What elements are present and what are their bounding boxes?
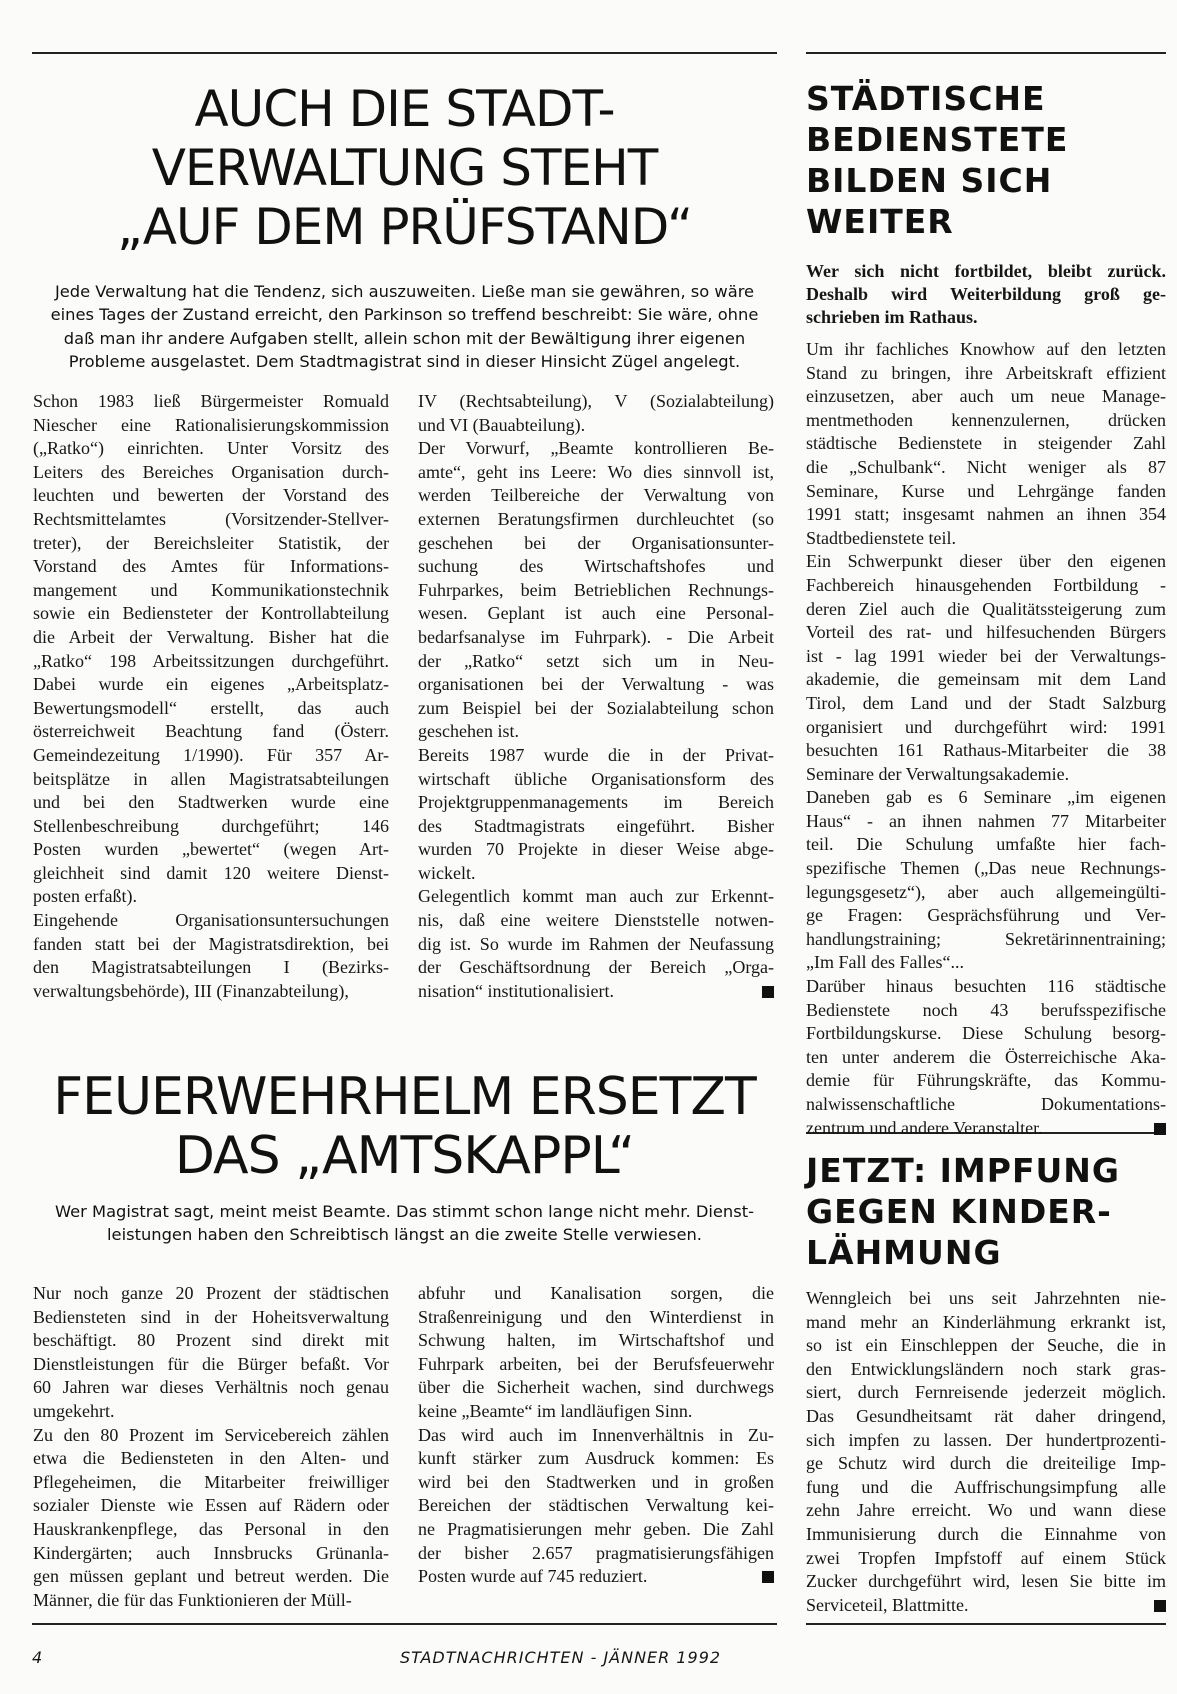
text-line: die „Schulbank“. Nicht weniger als 87	[806, 456, 1166, 477]
text-line: externen Beratungsfirmen durchleuchtet (so	[418, 508, 774, 529]
text-line: leuchten und bewerten der Vorstand des	[33, 485, 389, 506]
text-line: mangement und Kommunikationstechnik	[33, 579, 389, 600]
article2-headline	[32, 1068, 777, 1186]
text-line: dig ist. So wurde im Rahmen der Neufassung	[418, 933, 774, 954]
article1-lead	[32, 280, 777, 373]
lead-line: schrieben im Rathaus.	[806, 307, 978, 327]
text-line: Stellenbeschreibung durchgeführt; 146	[33, 815, 389, 836]
headline-line: FEUERWEHRHELM ERSETZT	[53, 1067, 756, 1127]
text-line: organisationen bei der Verwaltung - was	[418, 674, 774, 695]
top-rule-right	[806, 52, 1166, 54]
text-line: handlungstraining; Sekretärinnentraining;	[806, 928, 1166, 949]
text-line: Bediensteten sind in der Hoheitsverwaltung	[33, 1306, 389, 1327]
lead-line: Probleme ausgelastet. Dem Stadtmagistrat sind in dieser Hinsicht Zügel angelegt.	[68, 351, 741, 371]
text-line: ist - lag 1991 wieder bei der Verwaltungs-	[806, 645, 1166, 666]
text-line: suchung des Wirtschaftshofes und	[418, 556, 774, 577]
text-line: des Stadtmagistrats eingeführt. Bisher	[418, 815, 774, 836]
text-line: nisation“ institutionalisiert.	[418, 980, 774, 1004]
end-of-article-mark-icon	[762, 1571, 774, 1583]
article1-column-2	[418, 390, 774, 1003]
text-line: zehn Jahre erreicht. Wo und wann diese	[806, 1500, 1166, 1521]
text-line: Tirol, dem Land und der Stadt Salzburg	[806, 692, 1166, 713]
text-line: organisiert und durchgeführt wird: 1991	[806, 716, 1166, 737]
text-line: nalwissenschaftliche Dokumentations-	[806, 1094, 1166, 1114]
text-line: demie für Führungskräfte, das Kommu-	[806, 1070, 1166, 1091]
text-line: zentrum und andere Veranstalter.	[806, 1117, 1166, 1141]
article2-lead	[32, 1200, 777, 1247]
text-line: werden Teilbereiche der Verwaltung von	[418, 485, 774, 506]
text-line: Pflegeheimen, die Mitarbeiter freiwilliger	[33, 1471, 389, 1492]
text-line: fanden statt bei der Magistratsdirektion, bei	[33, 933, 389, 954]
text-line: Bereichen der städtischen Verwaltung kei-	[418, 1495, 774, 1516]
text-line: fung und die Auffrischungsimpfung alle	[806, 1476, 1166, 1497]
text-line: Gelegentlich kommt man auch zur Erkennt-	[418, 886, 774, 907]
text-line: Fortbildungskurse. Diese Schulung besorg-	[806, 1023, 1166, 1044]
lead-line: Wer Magistrat sagt, meint meist Beamte. Das stimmt schon lange nicht mehr. Dienst-	[55, 1202, 754, 1221]
article1-column-1	[33, 390, 389, 1003]
text-line: keine „Beamte“ im landläufigen Sinn.	[418, 1400, 693, 1421]
bottom-rule-left	[32, 1623, 777, 1625]
text-line: Seminare, Kurse und Lehrgänge fanden	[806, 480, 1166, 501]
text-line: mand mehr an Kinderlähmung erkrankt ist,	[806, 1311, 1166, 1332]
text-line: Das Gesundheitsamt rät daher dringend,	[806, 1405, 1166, 1426]
text-line: Bereits 1987 wurde die in der Privat-	[418, 744, 774, 765]
text-line: sozialer Dienste wie Essen auf Rädern oder	[33, 1495, 389, 1516]
text-line: Vorteil des rat- und hilfesuchenden Bürgers	[806, 622, 1166, 643]
text-line: Darüber hinaus besuchten 116 städtische	[806, 976, 1166, 997]
text-line: die Arbeit der Verwaltung. Bisher hat die	[33, 626, 389, 647]
article3-lead	[806, 260, 1166, 329]
text-line: den Entwicklungsländern noch stark gras-	[806, 1358, 1166, 1379]
text-line: Schwung halten, im Wirtschaftshof und	[418, 1330, 774, 1351]
text-line: akademie, die gemeinsam mit dem Land	[806, 669, 1166, 690]
text-line: spezifische Themen („Das neue Rechnungs-	[806, 858, 1166, 879]
text-line: („Ratko“) einrichten. Unter Vorsitz des	[33, 438, 389, 459]
text-line: einzusetzen, aber auch um neue Manage-	[806, 386, 1166, 407]
text-line: zwei Tropfen Impfstoff auf einem Stück	[806, 1547, 1166, 1568]
text-line: den Magistratsabteilungen I (Bezirks-	[33, 957, 389, 978]
text-line: ge Schutz wird durch die dreiteilige Imp-	[806, 1453, 1166, 1474]
page-number: 4	[32, 1648, 44, 1667]
text-line: Haus“ - an ihnen nahmen 77 Mitarbeiter	[806, 810, 1166, 831]
text-line: städtische Bedienstete in steigender Zahl	[806, 433, 1166, 454]
text-line: Das wird auch im Innenverhältnis in Zu-	[418, 1424, 774, 1445]
end-of-article-mark-icon	[762, 986, 774, 998]
text-line: Fachbereich hinausgehenden Fortbildung -	[806, 574, 1166, 595]
text-line: Eingehende Organisationsuntersuchungen	[33, 910, 389, 931]
text-line: Projektgruppenmanagements im Bereich	[418, 792, 774, 813]
lead-line: daß man ihr andere Aufgaben stellt, allein schon mit der Bewältigung ihrer eigenen	[63, 328, 746, 348]
text-line: verwaltungsbehörde), III (Finanzabteilung),	[33, 980, 349, 1001]
text-line: und VI (Bauabteilung).	[418, 414, 586, 435]
text-line: der bisher 2.657 pragmatisierungsfähigen	[418, 1542, 774, 1563]
text-line: über die Sicherheit wachen, sind durchwegs	[418, 1377, 774, 1398]
text-line: Straßenreinigung und den Winterdienst in	[418, 1306, 774, 1327]
text-line: legungsgesetz“), aber auch allgemeingülti-	[806, 881, 1166, 902]
text-line: Nur noch ganze 20 Prozent der städtischen	[33, 1283, 389, 1303]
text-line: österreichweit Beachtung fand (Österr.	[33, 721, 389, 742]
text-line: etwa die Bediensteten in den Alten- und	[33, 1448, 389, 1469]
text-line: besuchten 161 Rathaus-Mitarbeiter die 38	[806, 740, 1166, 761]
text-line: Zucker durchgeführt wird, lesen Sie bitte im	[806, 1571, 1166, 1592]
article4-body	[806, 1287, 1166, 1617]
text-line: ge Fragen: Gesprächsführung und Ver-	[806, 905, 1166, 926]
text-line: wurden 70 Projekte in dieser Weise abge-	[418, 839, 774, 860]
headline-line: „AUF DEM PRÜFSTAND“	[116, 198, 693, 256]
text-line: so ist ein Einschleppen der Seuche, die in	[806, 1335, 1166, 1356]
text-line: 60 Jahren war dieses Verhältnis noch genau	[33, 1377, 389, 1398]
text-line: Immunisierung durch die Einnahme von	[806, 1523, 1166, 1544]
text-line: siert, durch Fernreisende jederzeit möglich.	[806, 1382, 1166, 1403]
headline-line: BEDIENSTETE	[806, 120, 1069, 159]
text-line: gen müssen geplant und betreut werden. Die	[33, 1566, 389, 1587]
text-line: zum Beispiel bei der Sozialabteilung schon	[418, 697, 774, 718]
text-line: Kindergärten; auch Innsbrucks Grünanla-	[33, 1542, 389, 1563]
publication-name: STADTNACHRICHTEN - JÄNNER 1992	[400, 1648, 722, 1667]
text-line: IV (Rechtsabteilung), V (Sozialabteilung)	[418, 391, 774, 411]
text-line: der „Ratko“ setzt sich um in Neu-	[418, 650, 774, 671]
text-line: Rechtsmittelamtes (Vorsitzender-Stellver-	[33, 508, 389, 529]
headline-line: JETZT: IMPFUNG	[806, 1151, 1120, 1190]
lead-line: leistungen haben den Schreibtisch längst an die zweite Stelle verwiesen.	[107, 1225, 702, 1245]
headline-line: WEITER	[806, 202, 954, 241]
headline-line: GEGEN KINDER-	[806, 1192, 1112, 1231]
lead-line: Wer sich nicht fortbildet, bleibt zurück.	[806, 261, 1166, 281]
text-line: deren Ziel auch die Qualitätssteigerung zum	[806, 598, 1166, 619]
text-line: Daneben gab es 6 Seminare „im eigenen	[806, 787, 1166, 808]
text-line: Stadtbedienstete teil.	[806, 527, 956, 548]
text-line: 1991 statt; insgesamt nahmen an ihnen 354	[806, 504, 1166, 525]
text-line: Bewertungsmodell“ erstellt, das auch	[33, 697, 389, 718]
end-of-article-mark-icon	[1154, 1123, 1166, 1135]
headline-line: AUCH DIE STADT-	[194, 80, 615, 138]
text-line: Dienstleistungen für die Bürger befaßt. Vor	[33, 1353, 389, 1374]
article3-headline	[806, 78, 1166, 242]
article3-body	[806, 338, 1166, 1140]
text-line: umgekehrt.	[33, 1400, 115, 1421]
text-line: Ein Schwerpunkt dieser über den eigenen	[806, 551, 1166, 572]
article1-headline	[32, 80, 777, 257]
text-line: Gemeindezeitung 1/1990). Für 357 Ar-	[33, 744, 389, 765]
article2-column-1	[33, 1282, 389, 1612]
headline-line: VERWALTUNG STEHT	[151, 139, 658, 197]
text-line: Niescher eine Rationalisierungskommission	[33, 414, 389, 435]
text-line: treter), der Bereichsleiter Statistik, der	[33, 532, 389, 553]
lead-line: Jede Verwaltung hat die Tendenz, sich auszuweiten. Ließe man sie gewähren, so wäre	[54, 282, 755, 301]
text-line: teil. Die Schulung umfaßte hier fach-	[806, 834, 1166, 855]
text-line: Fuhrparkes, beim Betrieblichen Rechnungs-	[418, 579, 774, 600]
text-line: mentmethoden kennenzulernen, drücken	[806, 409, 1166, 430]
text-line: Leiters des Bereiches Organisation durch-	[33, 461, 389, 482]
text-line: nis, daß eine weitere Dienststelle notwen-	[418, 910, 774, 931]
text-line: Stand zu bringen, ihre Arbeitskraft effizient	[806, 362, 1166, 383]
text-line: Posten wurden „bewertet“ (wegen Art-	[33, 839, 389, 860]
text-line: wird bei den Stadtwerken und in großen	[418, 1471, 774, 1492]
top-rule-left	[32, 52, 777, 54]
text-line: Wenngleich bei uns seit Jahrzehnten nie-	[806, 1288, 1166, 1308]
text-line: bedarfsanalyse im Fuhrpark). - Die Arbeit	[418, 626, 774, 647]
end-of-article-mark-icon	[1154, 1600, 1166, 1612]
text-line: sowie ein Bediensteter der Kontrollabteilung	[33, 603, 389, 624]
headline-line: BILDEN SICH	[806, 161, 1053, 200]
text-line: und bei den Stadtwerken wurde eine	[33, 792, 389, 813]
text-line: wickelt.	[418, 862, 476, 883]
headline-line: LÄHMUNG	[806, 1233, 1002, 1272]
text-line: Männer, die für das Funktionieren der Müll-	[33, 1589, 352, 1610]
text-line: sich impfen zu lassen. Der hundertprozenti-	[806, 1429, 1166, 1450]
headline-line: DAS „AMTSKAPPL“	[174, 1126, 635, 1186]
text-line: gleichheit sind damit 120 weitere Dienst-	[33, 862, 389, 883]
text-line: geschehen ist.	[418, 721, 519, 742]
text-line: Serviceteil, Blattmitte.	[806, 1594, 1166, 1618]
text-line: kunft stärker zum Ausdruck kommen: Es	[418, 1448, 774, 1469]
text-line: beschäftigt. 80 Prozent sind direkt mit	[33, 1330, 389, 1351]
text-line: Schon 1983 ließ Bürgermeister Romuald	[33, 391, 389, 411]
text-line: Vorstand des Amtes für Informations-	[33, 556, 389, 577]
text-line: ne Pragmatisierungen mehr geben. Die Zahl	[418, 1518, 774, 1539]
text-line: ten unter anderem die Österreichische Aka-	[806, 1046, 1166, 1067]
text-line: Seminare der Verwaltungsakademie.	[806, 763, 1070, 784]
text-line: Dabei wurde ein eigenes „Arbeitsplatz-	[33, 674, 389, 695]
text-line: Der Vorwurf, „Beamte kontrollieren Be-	[418, 438, 774, 459]
text-line: amte“, geht ins Leere: Wo dies sinnvoll ist,	[418, 461, 774, 482]
text-line: Um ihr fachliches Knowhow auf den letzten	[806, 339, 1166, 359]
text-line: wirtschaft übliche Organisationsform des	[418, 768, 774, 789]
text-line: „Im Fall des Falles“...	[806, 952, 964, 973]
text-line: abfuhr und Kanalisation sorgen, die	[418, 1283, 774, 1303]
text-line: geschehen bei der Organisationsunter-	[418, 532, 774, 553]
text-line: Bedienstete noch 43 berufsspezifische	[806, 999, 1166, 1020]
text-line: wesen. Geplant ist auch eine Personal-	[418, 603, 774, 624]
lead-line: eines Tages der Zustand erreicht, den Parkinson so treffend beschreibt: Sie wäre, ohne	[50, 305, 759, 325]
text-line: der Geschäftsordnung der Bereich „Orga-	[418, 957, 774, 978]
text-line: Zu den 80 Prozent im Servicebereich zählen	[33, 1424, 389, 1445]
lead-line: Deshalb wird Weiterbildung groß ge-	[806, 284, 1166, 304]
article4-headline	[806, 1150, 1166, 1273]
article2-column-2	[418, 1282, 774, 1589]
headline-line: STÄDTISCHE	[806, 79, 1046, 118]
text-line: posten erfaßt).	[33, 886, 137, 907]
text-line: Fuhrpark arbeiten, bei der Berufsfeuerwehr	[418, 1353, 774, 1374]
text-line: Hauskrankenpflege, das Personal in den	[33, 1518, 389, 1539]
bottom-rule-right	[806, 1623, 1166, 1625]
text-line: beitsplätze in allen Magistratsabteilungen	[33, 768, 389, 789]
text-line: Posten wurde auf 745 reduziert.	[418, 1565, 774, 1589]
text-line: „Ratko“ 198 Arbeitssitzungen durchgeführt.	[33, 650, 389, 671]
